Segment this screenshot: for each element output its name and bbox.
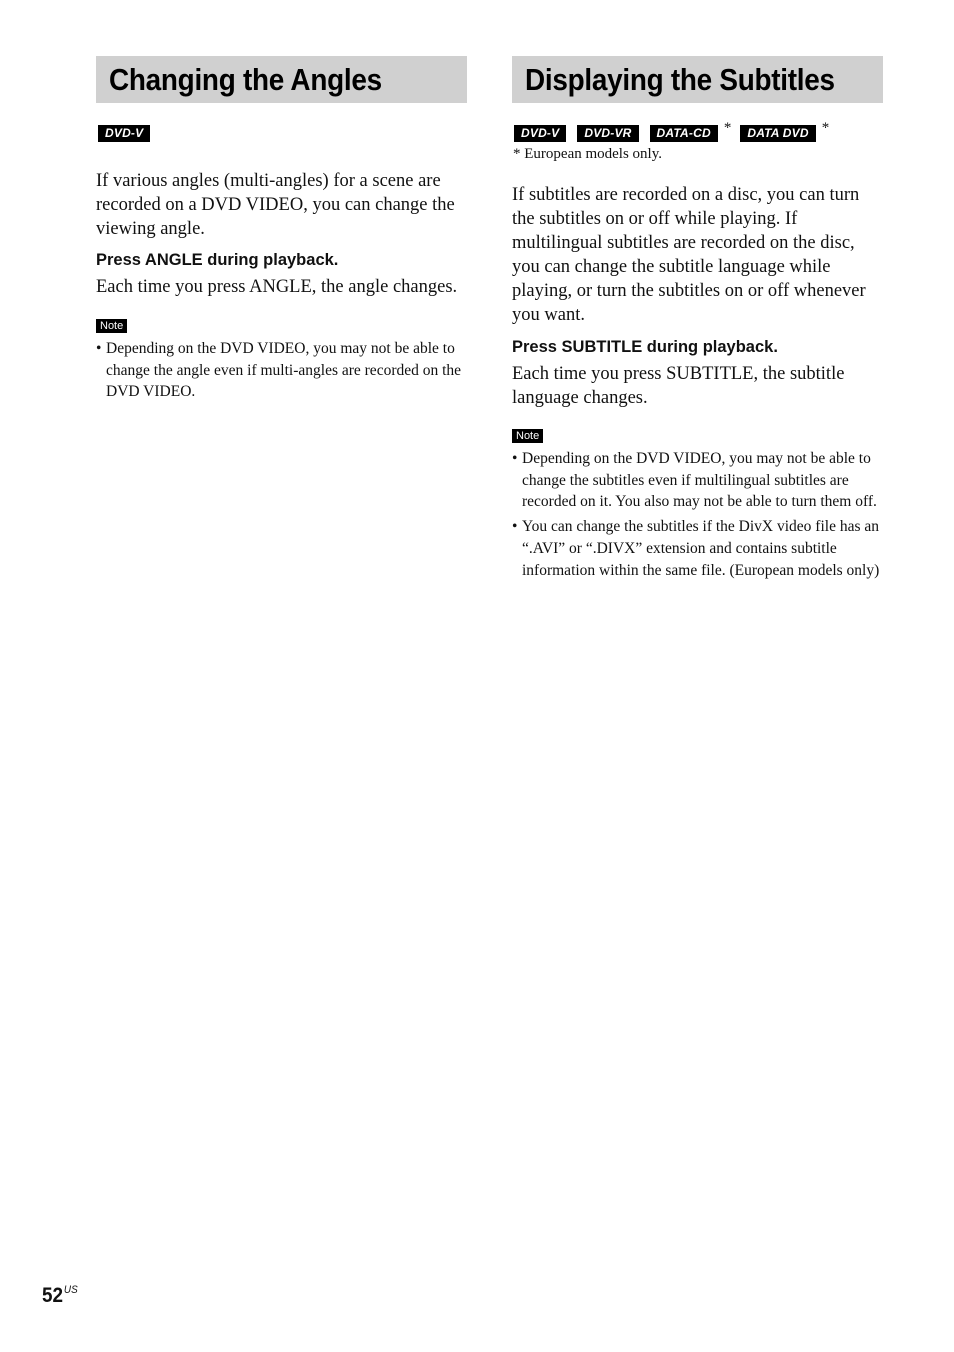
disc-badge-dvd-vr: DVD-VR [577,125,638,142]
note-list [96,338,467,403]
section-title: Displaying the Subtitles [525,61,835,97]
result-paragraph: Each time you press SUBTITLE, the subtitle language changes. [512,364,845,408]
instruction-heading: Press SUBTITLE during playback. [512,338,778,356]
section-title: Changing the Angles [109,61,382,97]
page-number-value: 52 [42,1284,64,1307]
disc-badge-dvd-v: DVD-V [514,125,566,142]
asterisk-mark: * [821,120,830,136]
disc-badge-data-dvd: DATA DVD [740,125,815,142]
disc-type-badges [96,121,467,143]
disc-badge-data-cd: DATA-CD [650,125,718,142]
note-item: • Depending on the DVD VIDEO, you may not be able to change the subtitles even if multilingual subtitles are recorded on it. You also may not be able to turn them off. [512,448,883,513]
instruction-heading: Press ANGLE during playback. [96,251,339,269]
section-heading-bar [96,56,467,103]
intro-paragraph: If subtitles are recorded on a disc, you can turn the subtitles on or off while playing. If multilingual subtitles are recorded on the disc, you can change the subtitle language while playing, or turn the subtitles on or off whenever you want. [512,185,866,325]
note-block [96,316,467,403]
note-label: Note [512,429,543,443]
section-heading-bar [512,56,883,103]
disc-badge-dvd-v: DVD-V [98,125,150,142]
note-list [512,448,883,581]
note-label: Note [96,319,127,333]
asterisk-mark: * [723,120,732,136]
note-item: • You can change the subtitles if the DivX video file has an “.AVI” or “.DIVX” extension and contains subtitle information within the same file. (European models only) [512,516,883,581]
note-item: • Depending on the DVD VIDEO, you may not be able to change the angle even if multi-angles are recorded on the DVD VIDEO. [96,338,467,403]
result-paragraph: Each time you press ANGLE, the angle changes. [96,277,458,297]
note-block [512,426,883,581]
footnote: * European models only. [513,146,662,162]
section-changing-angles [96,56,467,406]
page-number [42,1284,78,1308]
section-displaying-subtitles [512,56,883,584]
region-suffix: US [63,1284,78,1296]
intro-paragraph: If various angles (multi-angles) for a scene are recorded on a DVD VIDEO, you can change the viewing angle. [96,171,455,239]
disc-type-badges [512,121,883,143]
